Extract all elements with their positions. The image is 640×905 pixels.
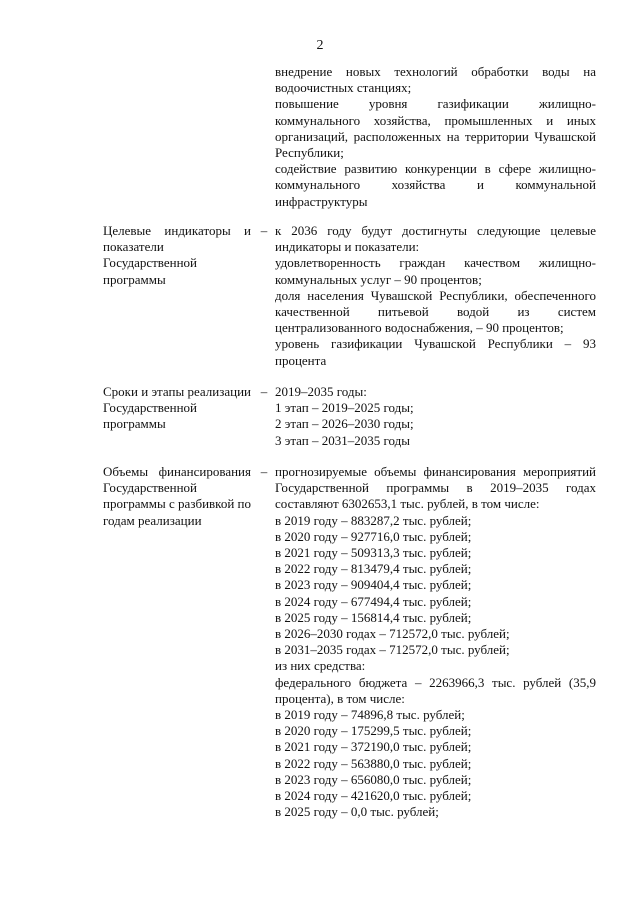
value-line: в 2020 году – 175299,5 тыс. рублей; (275, 723, 472, 739)
value-line: прогнозируемые объемы финансирования мероприятий Государственной программы в 2019–2035 годах составляют 6302653,1 тыс. рублей, в том числе: (275, 464, 596, 512)
value-line: к 2036 году будут достигнуты следующие целевые индикаторы и показатели: (275, 223, 596, 255)
continuation-line: повышение уровня газификации жилищно-коммунального хозяйства, промышленных и иных организаций, расположенных на территории Чувашской Республики; (275, 96, 596, 161)
value-line: 1 этап – 2019–2025 годы; (275, 400, 414, 416)
value-line: в 2025 году – 156814,4 тыс. рублей; (275, 609, 472, 625)
value-line: в 2019 году – 74896,8 тыс. рублей; (275, 707, 465, 723)
row-label: Объемы финансирования Государственной программы с разбивкой по годам реализации (103, 464, 251, 528)
value-line: в 2026–2030 годах – 712572,0 тыс. рублей; (275, 626, 510, 642)
value-line: в 2023 году – 909404,4 тыс. рублей; (275, 577, 472, 593)
row-dash: – (260, 384, 268, 399)
value-line: в 2021 году – 372190,0 тыс. рублей; (275, 739, 472, 755)
row-label: Сроки и этапы реализации Государственной программы (103, 384, 251, 432)
value-line: из них средства: (275, 658, 366, 674)
value-line: доля населения Чувашской Республики, обеспеченного качественной питьевой водой из систем централизованного водоснабжения, – 90 процентов; (275, 287, 596, 336)
value-line: федерального бюджета – 2263966,3 тыс. рублей (35,9 процента), в том числе: (275, 674, 596, 706)
value-line: 3 этап – 2031–2035 годы (275, 432, 410, 448)
value-line: в 2024 году – 677494,4 тыс. рублей; (275, 593, 472, 609)
value-line: в 2024 году – 421620,0 тыс. рублей; (275, 788, 472, 804)
value-line: в 2023 году – 656080,0 тыс. рублей; (275, 771, 472, 787)
row-value (275, 384, 596, 449)
row-label: Целевые индикаторы и показатели Государственной программы (103, 223, 251, 287)
value-line: 2019–2035 годы: (275, 384, 367, 399)
value-line: уровень газификации Чувашской Республики – 93 процента (275, 336, 596, 368)
continuation-block (275, 64, 596, 210)
value-line: в 2022 году – 813479,4 тыс. рублей; (275, 561, 472, 577)
continuation-line: содействие развитию конкуренции в сфере жилищно-коммунального хозяйства и коммунальной инфраструктуры (275, 161, 596, 209)
value-line: 2 этап – 2026–2030 годы; (275, 416, 414, 432)
value-line: удовлетворенность граждан качеством жилищно-коммунальных услуг – 90 процентов; (275, 255, 596, 287)
continuation-line: внедрение новых технологий обработки воды на водоочистных станциях; (275, 64, 596, 96)
row-dash: – (260, 464, 268, 479)
value-line: в 2020 году – 927716,0 тыс. рублей; (275, 528, 472, 544)
row-value (275, 223, 596, 369)
value-line: в 2021 году – 509313,3 тыс. рублей; (275, 545, 472, 561)
value-line: в 2031–2035 годах – 712572,0 тыс. рублей; (275, 642, 510, 658)
row-value (275, 464, 596, 820)
page-number: 2 (316, 38, 324, 53)
row-dash: – (260, 223, 268, 238)
value-line: в 2022 году – 563880,0 тыс. рублей; (275, 755, 472, 771)
value-line: в 2019 году – 883287,2 тыс. рублей; (275, 512, 472, 528)
value-line: в 2025 году – 0,0 тыс. рублей; (275, 804, 439, 820)
